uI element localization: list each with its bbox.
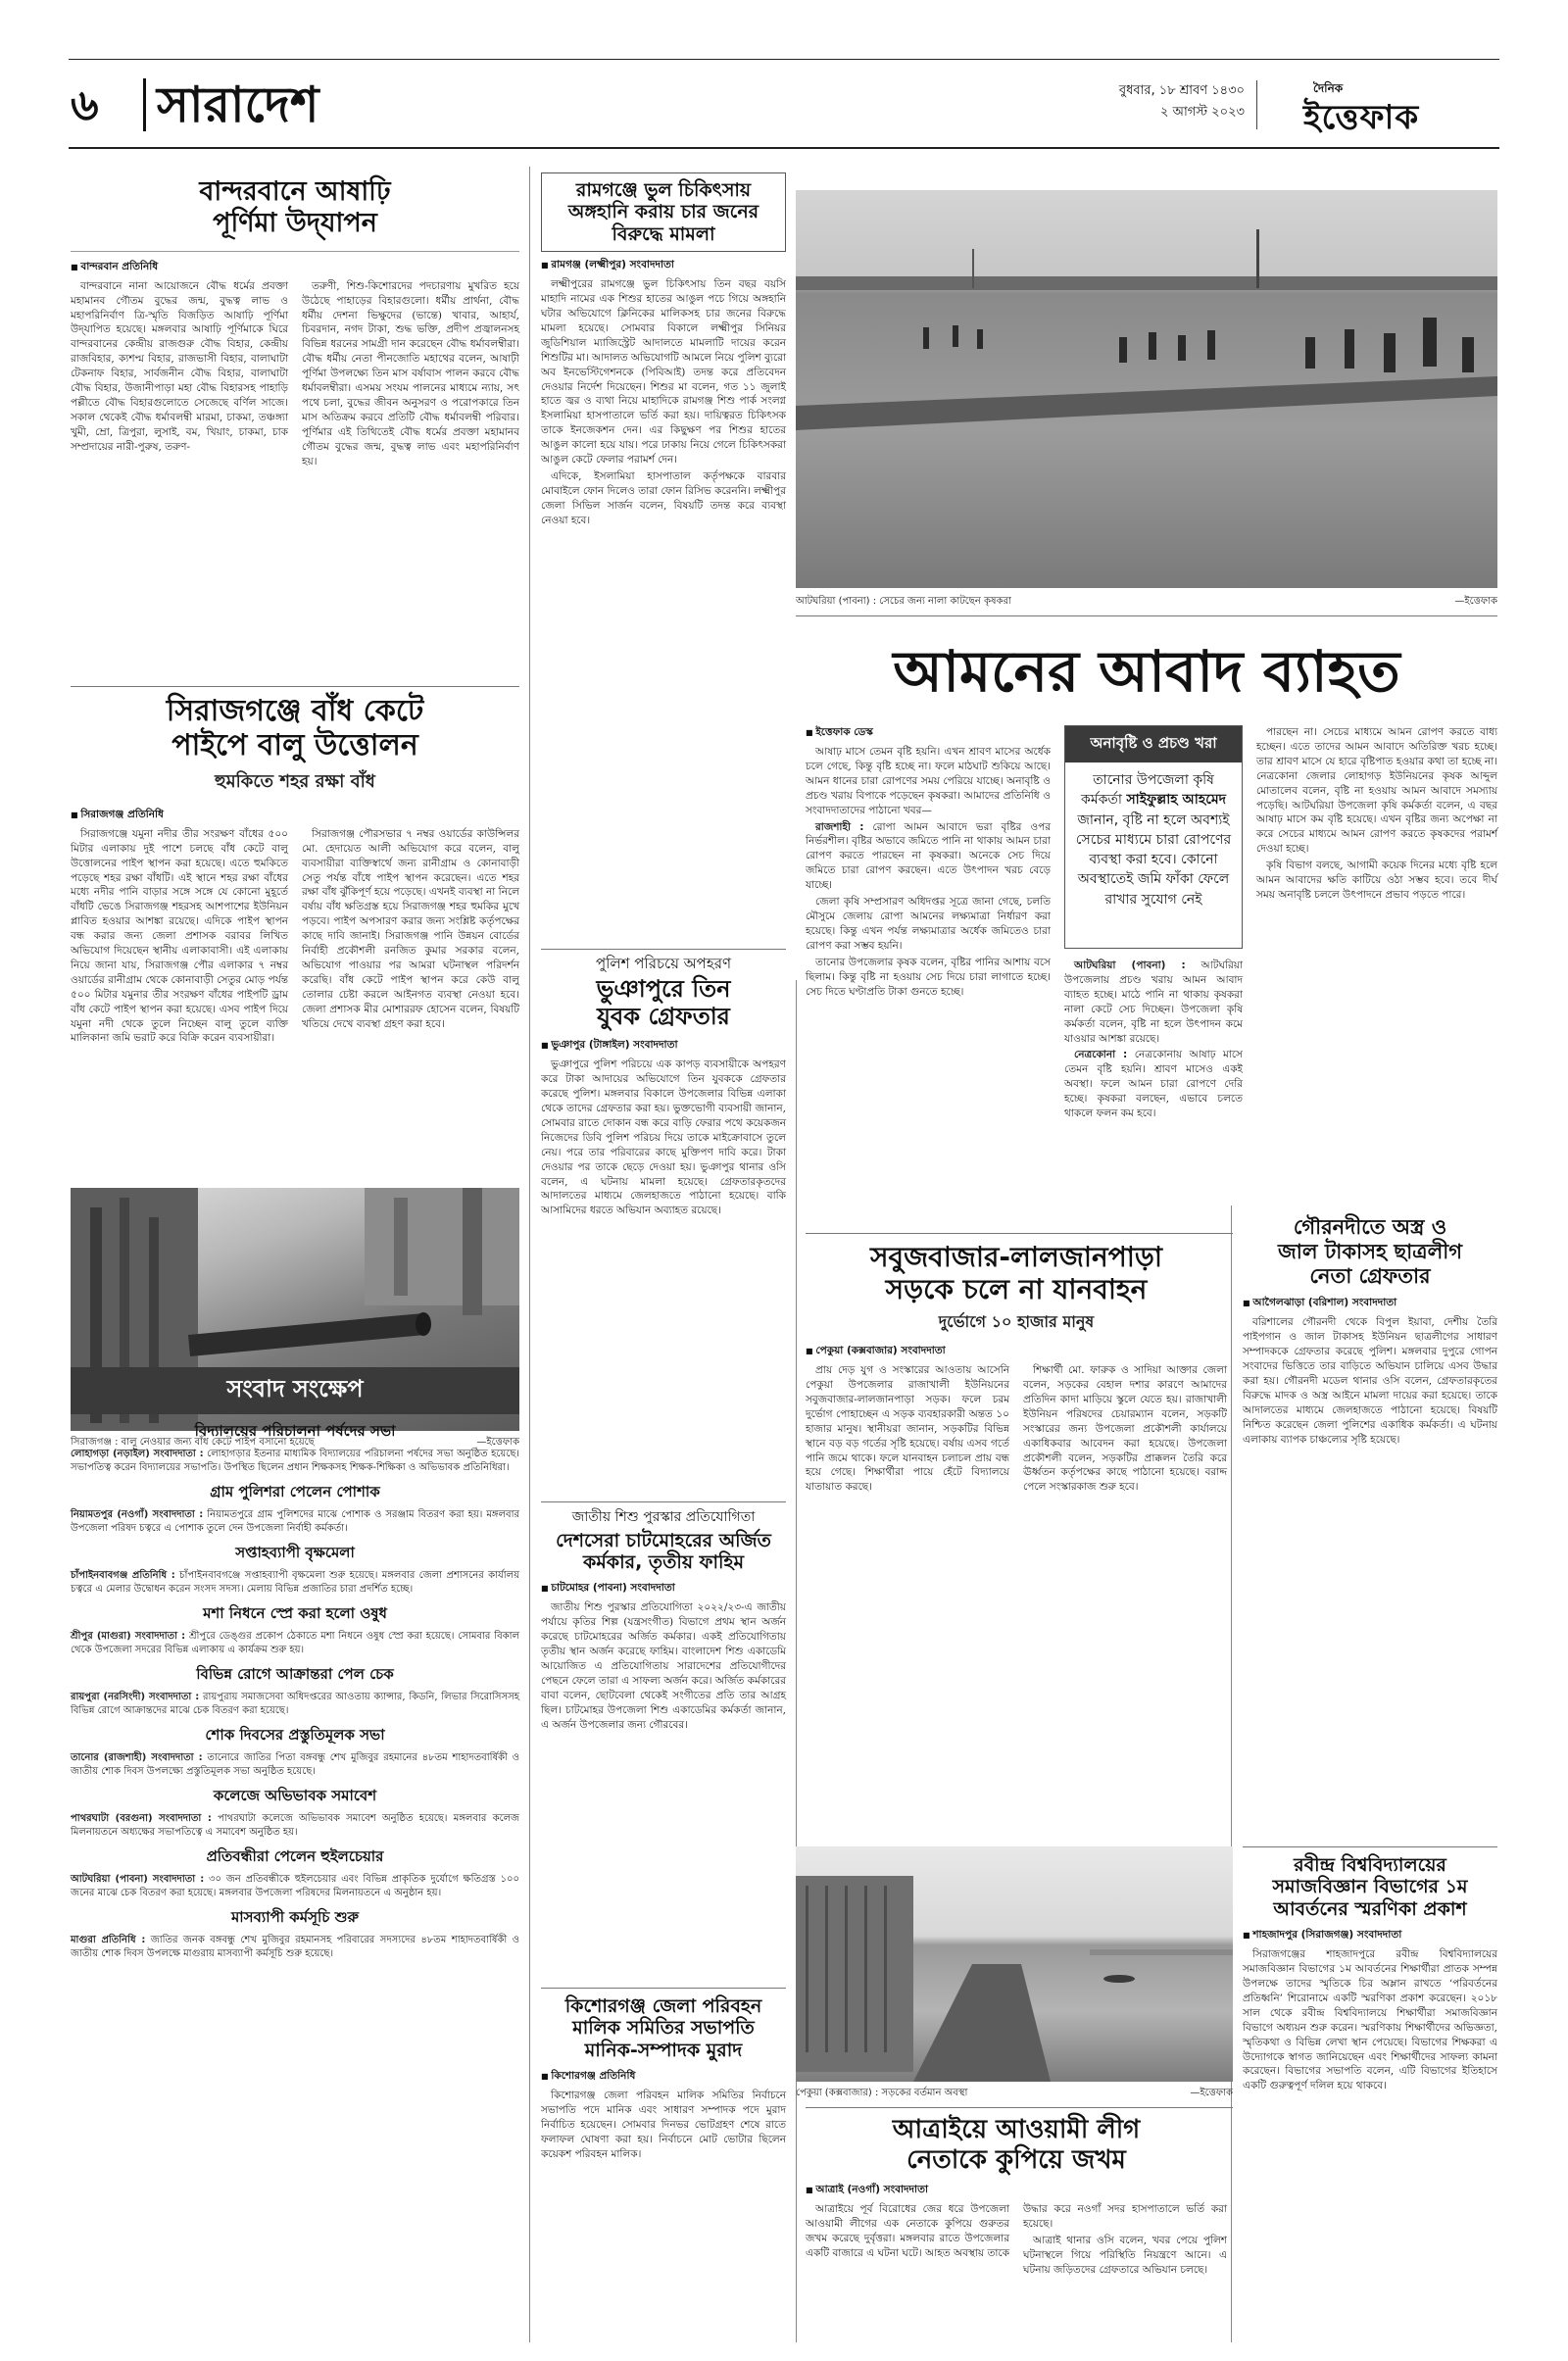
story-atrai [806,2115,1227,2342]
brief-item [71,1663,519,1718]
headline-line-1: রবীন্দ্র বিশ্ববিদ্যালয়ের [1294,1854,1446,1876]
date-bangla: বুধবার, ১৮ শ্রাবণ ১৪৩০ [1118,83,1245,98]
headline-line-2: পাইপে বালু উত্তোলন [172,728,418,763]
headline-line-3: নেতা গ্রেফতার [1309,1263,1431,1288]
brief-list [71,1420,519,1961]
brief-place: নিয়ামতপুর (নওগাঁ) সংবাদদাতা : [71,1509,204,1520]
brief-text: চাঁপাইনবাবগঞ্জে সপ্তাহব্যাপী বৃক্ষমেলা শুরু হয়েছে। মঙ্গলবার জেলা প্রশাসনের কার্যালয় চত্বরে এ মেলার উদ্বোধন করেন সংসদ সদস্য। মেলায় বিভিন্ন প্রজাতির চারা প্রদর্শিত হচ্ছে। [71,1570,519,1595]
byline: ■ রামগঞ্জ (লক্ষ্মীপুর) সংবাদদাতা [541,258,786,274]
lead-intro: আষাঢ় মাসে তেমন বৃষ্টি হয়নি। এখন শ্রাবণ মাসের অর্ধেক চলে গেছে, কিন্তু বৃষ্টি হচ্ছে না। ফলে মাঠঘাট শুকিয়ে আছে। আমন ধানের চারা রোপণের সময় পেরিয়ে যাচ্ছে। অনাবৃষ্টি ও প্রচণ্ড খরায় বিপাকে পড়েছেন কৃষকরা। আমাদের প্রতিনিধি ও সংবাদদাতাদের পাঠানো খবর— [806,746,1051,816]
headline-line-1: বান্দরবানে আষাঢ়ি [199,176,391,207]
headline-line-1: আত্রাইয়ে আওয়ামী লীগ [892,2115,1141,2144]
pull-quote-post: জানান, বৃষ্টি না হলে অবশ্যই সেচের মাধ্যমে চারা রোপণের ব্যবস্থা করা হবে। কোনো অবস্থাতেই জমি ফাঁকা ফেলে রাখার সুযোগ নেই [1075,812,1232,908]
brief-place: রায়পুরা (নরসিংদী) সংবাদদাতা : [71,1692,200,1702]
brief-text: নিয়ামতপুরে গ্রাম পুলিশদের মাঝে পোশাক ও সরঞ্জাম বিতরণ করা হয়। মঙ্গলবার উপজেলা পরিষদ চত্বরে এ পোশাক তুলে দেন উপজেলা নির্বাহী কর্মকর্তা। [71,1509,519,1534]
story-body [1064,959,1243,1121]
brief-title: গ্রাম পুলিশরা পেলেন পোশাক [210,1483,380,1500]
subhead: হুমকিতে শহর রক্ষা বাঁধ [215,770,375,792]
story-text-b: শিক্ষার্থী মো. ফারুক ও সাদিয়া আক্তার জেলা বলেন, সড়কের বেহাল দশার কারণে আমাদের প্রতিদিন কাদা মাড়িয়ে স্কুলে যেতে হয়। রাজাখালী ইউনিয়ন পরিষদের চেয়ারম্যান বলেন, সড়কটি সংস্কারের জন্য উপজেলা প্রকৌশলী কার্যালয়ে একাধিকবার আবেদন করা হয়েছে। উপজেলা প্রকৌশলী বলেন, সড়কটির প্রাক্কলন তৈরি করে ঊর্ধ্বতন কর্তৃপক্ষের কাছে পাঠানো হয়েছে। বরাদ্দ পেলে সংস্কারকাজ শুরু হবে। [1023,1364,1227,1494]
byline: ■ আত্রাই (নওগাঁ) সংবাদদাতা [806,2183,1227,2199]
headline-line-1: কিশোরগঞ্জ জেলা পরিবহন [564,1995,762,2017]
brief-text: শ্রীপুরে ডেঙ্গুর প্রকোপ ঠেকাতে মশা নিধনে ওষুধ স্প্রে করা হয়েছে। সোমবার বিকাল থেকে উপজেলা সদরের বিভিন্ন এলাকায় এ কার্যক্রম শুরু হয়। [71,1631,520,1655]
story-body [541,277,786,527]
byline: ■ সিরাজগঞ্জ প্রতিনিধি [71,808,519,824]
story-text-a: প্রায় দেড় যুগ ও সংস্কারের আওতায় আসেনি পেকুয়া উপজেলার রাজাখালী ইউনিয়নের সবুজবাজার-লালজানপাড়া সড়ক। ফলে চরম দুর্ভোগ পোহাচ্ছেন এ সড়ক ব্যবহারকারী অন্তত ১০ হাজার মানুষ। স্থানীয়রা জানান, সড়কটির বিভিন্ন স্থানে বড় বড় গর্তের সৃষ্টি হয়েছে। বর্ষায় এসব গর্তে পানি জমে থাকে। ফলে যানবাহন চলাচল প্রায় বন্ধ হয়ে গেছে। শিক্ষার্থীরা পায়ে হেঁটে বিদ্যালয়ে যাতায়াত করছে। [806,1364,1009,1494]
briefs-header-label: সংবাদ সংক্ষেপ [226,1375,364,1402]
story-bhuapur [541,956,786,1500]
story-text-b: তরুণী, শিশু-কিশোরদের পদচারণায় মুখরিত হয়ে উঠেছে পাহাড়ের বিহারগুলো। ধর্মীয় প্রার্থনা, বৌদ্ধ ধর্মীয় দেশনা ভিক্ষুদের (ভান্তে) খাবার, আহার্য, চিবরদান, নগদ টাকা, শুদ্ধ ভক্তি, প্রদীপ প্রজ্বালনসহ বিভিন্ন ধরনের সামগ্রী দান করেছেন বৌদ্ধ ধর্মাবলম্বীরা। বৌদ্ধ ধর্মীয় নেতা পীনজোতি মহাথের বলেন, আষাঢ়ী পূর্ণিমা উপলক্ষ্যে তিন মাস বর্ষাবাস পালন করবে বৌদ্ধ ধর্মাবলম্বীরা। এসময় সংযম পালনের মাধ্যমে ন্যায়, সৎ পথে চলা, বুদ্ধের জীবন অনুসরণ ও পরোপকারে তিন মাস অতিক্রম করবে প্রতিটি বৌদ্ধ ধর্মাবলম্বী পরিবার। পূর্ণিমার এই তিথিতেই বৌদ্ধ ধর্মের প্রবক্তা মহামানব গৌতম বুদ্ধের জন্ম, বুদ্ধত্ব লাভ এবং মহাপরিনির্বাণ হয়। [302,279,519,467]
photo-caption: পেকুয়া (কক্সবাজার) : সড়কের বর্তমান অবস্থা [796,2088,968,2098]
brief-title: মাসব্যাপী কর্মসূচি শুরু [230,1908,360,1926]
photo-credit: —ইত্তেফাক [1454,596,1497,607]
story-chatmohar [541,1509,786,1985]
page-number: ৬ [71,80,99,130]
brief-item [71,1602,519,1657]
brief-place: চাঁপাইনবাবগঞ্জ প্রতিনিধি : [71,1570,175,1581]
brief-title: শোক দিবসের প্রস্তুতিমূলক সভা [205,1726,385,1744]
brief-place: লোহাগড়া (নড়াইল) সংবাদদাতা : [71,1449,204,1459]
brief-text: পাথরঘাটা কলেজে অভিভাবক সমাবেশ অনুষ্ঠিত হয়েছে। মঙ্গলবার কলেজ মিলনায়তনে অধ্যক্ষের সভাপতিত্বে এ সমাবেশ অনুষ্ঠিত হয়। [71,1813,519,1838]
headline-line-2: সমাজবিজ্ঞান বিভাগের ১ম [1272,1876,1468,1898]
headline-line-2: কর্মকার, তৃতীয় ফাহিম [582,1550,745,1573]
divider [806,2107,1233,2108]
story-text: সিরাজগঞ্জের শাহজাদপুরে রবীন্দ্র বিশ্ববিদ্যালয়ের সমাজবিজ্ঞান বিভাগের ১ম আবর্তনের শিক্ষার্থীরা প্রাতক সম্পন্ন উপলক্ষে তাদের স্মৃতিকে চির অম্লান রাখতে ‘পরিবর্তনের প্রতিধ্বনি’ শিরোনামে একটি স্মরণিকা প্রকাশ করেছেন। ২০১৮ সাল থেকে রবীন্দ্র বিশ্ববিদ্যালয়ে শিক্ষার্থীরা সমাজবিজ্ঞান বিভাগে অধ্যয়ন শুরু করেন। স্মরণিকায় শিক্ষার্থীদের অভিজ্ঞতা, স্মৃতিকথা ও বিভিন্ন লেখা স্থান পেয়েছে। বিভাগের শিক্ষকরা এ উদ্যোগকে স্বাগত জানিয়েছেন এবং শিক্ষার্থীদের সাফল্য কামনা করেছেন। বিভাগের সভাপতি বলেন, এটি বিভাগের ইতিহাসে একটি গুরুত্বপূর্ণ দলিল হয়ে থাকবে। [1243,1948,1497,2092]
byline: ■ ইত্তেফাক ডেস্ক [806,725,1051,742]
headline-line-1: দেশসেরা চাটমোহরের অর্জিত [556,1529,771,1551]
headline-line-1: রামগঞ্জে ভুল চিকিৎসায় [575,179,752,201]
headline-line-1: সবুজবাজার-লালজানপাড়া [870,1241,1162,1273]
story-text: জাতীয় শিশু পুরস্কার প্রতিযোগিতা ২০২২/২৩-এ জাতীয় পর্যায়ে কৃতির শিল্প (যন্ত্রসংগীত) বিভাগে প্রথম স্থান অর্জন করেছে চাটমোহরের অর্জিত কর্মকার। একই প্রতিযোগিতায় তৃতীয় স্থান অর্জন করেছে ফাহিম। বাংলাদেশ শিশু একাডেমি আয়োজিত এ প্রতিযোগিতায় সারাদেশের প্রতিযোগীদের পেছনে ফেলে তারা এ সাফল্য অর্জন করে। অর্জিত কর্মকারের বাবা বলেন, ছোটবেলা থেকেই সংগীতের প্রতি তার আগ্রহ ছিল। চাটমোহর উপজেলা শিশু একাডেমির কর্মকর্তা জানান, এ অর্জন উপজেলার জন্য গৌরবের। [541,1601,786,1731]
headline-rule [71,251,519,252]
headline-line-3: মানিক-সম্পাদক মুরাদ [584,2039,743,2061]
byline: ■ আগৈলঝাড়া (বরিশাল) সংবাদদাতা [1243,1296,1497,1312]
brief-title: সপ্তাহব্যাপী বৃক্ষমেলা [235,1544,355,1561]
byline: ■ পেকুয়া (কক্সবাজার) সংবাদদাতা [806,1344,1227,1360]
byline: ■ বান্দরবান প্রতিনিধি [71,260,519,276]
brief-item [71,1785,519,1840]
story-bandarban [71,169,519,688]
story-body [71,279,519,469]
headline-line-2: সড়কে চলে না যানবাহন [885,1273,1148,1306]
story-body [541,1600,786,1732]
column-rule-2 [796,980,797,2342]
lead-text-5: নেত্রকোনায় আষাঢ় মাসে তেমন বৃষ্টি হয়নি। শ্রাবণ মাসেও একই অবস্থা। ফলে আমন চারা রোপণে দেরি হচ্ছে। কৃষকরা বলছেন, এভাবে চলতে থাকলে ফলন কম হবে। [1064,1049,1243,1120]
headline-kicker: পুলিশ পরিচয়ে অপহরণ [595,955,732,972]
brief-item [71,1420,519,1475]
section-title: সারাদেশ [157,76,319,133]
banner-headline: আমনের আবাদ ব্যাহত [893,638,1400,705]
brief-text: ৩০ জন প্রতিবন্ধীকে হুইলচেয়ার এবং বিভিন্ন প্রাকৃতিক দুর্যোগে ক্ষতিগ্রস্ত ১০০ জনের মাঝে চেক বিতরণ করা হয়েছে। মঙ্গলবার উপজেলা পরিষদের মিলনায়তনে এ অনুষ্ঠান হয়। [71,1874,519,1898]
divider [541,1501,786,1502]
place-label: আটঘরিয়া (পাবনা) : [1074,959,1186,971]
brief-text: তানোরে জাতির পিতা বঙ্গবন্ধু শেখ মুজিবুর রহমানের ৪৮তম শাহাদতবার্ষিকী ও জাতীয় শোক দিবস উপলক্ষ্যে প্রস্তুতিমূলক সভা অনুষ্ঠিত হয়েছে। [71,1752,519,1777]
story-text-b: সিরাজগঞ্জ পৌরসভার ৭ নম্বর ওয়ার্ডের কাউন্সিলর মো. হেদায়েত আলী অভিযোগ করে বলেন, বালু ব্যবসায়ীরা ব্যক্তিস্বার্থে জন্য রানীগ্রাম ও কোনাবাড়ী সেতু পর্যন্ত বাঁধে পাইপ স্থাপন করেছেন। এতে শহর রক্ষা বাঁধ ঝুঁকিপূর্ণ হয়ে পড়েছে। এখনই ব্যবস্থা না নিলে বর্ষায় বাঁধ ক্ষতিগ্রস্ত হয়ে সিরাজগঞ্জ শহর হুমকির মুখে পড়বে। পাইপ অপসারণ করার জন্য সংশ্লিষ্ট কর্তৃপক্ষের কাছে দাবি জানাই। সিরাজগঞ্জ পানি উন্নয়ন বোর্ডের নির্বাহী প্রকৌশলী রনজিত কুমার সরকার বলেন, অভিযোগ পাওয়ার পর আমরা ঘটনাস্থল পরিদর্শন করেছি। বাঁধ কেটে পাইপ স্থাপন করে কেউ বালু তোলার চেষ্টা করলে আইনগত ব্যবস্থা নেওয়া হবে। জেলা প্রশাসক মীর মোশাররফ হোসেন বলেন, বিষয়টি খতিয়ে দেখে ব্যবস্থা গ্রহণ করা হবে। [302,827,519,1030]
paper-name-small: দৈনিক [1313,81,1344,95]
brief-item [71,1845,519,1900]
paper-logo [1274,74,1499,137]
story-body [541,1058,786,1218]
brief-title: কলেজে অভিভাবক সমাবেশ [213,1787,377,1804]
brief-item [71,1906,519,1961]
brief-place: মাগুরা প্রতিনিধি : [71,1935,146,1945]
story-body [806,2202,1227,2278]
divider [71,686,519,687]
headline-line-1: ভুঞাপুরে তিন [596,974,731,1003]
headline-line-3: বিরুদ্ধে মামলা [612,222,715,245]
photo-credit: —ইত্তেফাক [476,1436,519,1448]
divider [541,1988,786,1989]
story-kishoreganj [541,1995,786,2342]
masthead-divider-2 [1256,80,1257,129]
lead-text-4: আটঘরিয়া উপজেলায় প্রচণ্ড খরায় আমন আবাদ ব্যাহত হচ্ছে। মাঠে পানি না থাকায় কৃষকরা নালা কেটে সেচ দিচ্ছেন। উপজেলা কৃষি কর্মকর্তা বলেন, বৃষ্টি না হলে উৎপাদন কমে যাওয়ার আশঙ্কা রয়েছে। [1064,959,1243,1045]
story-text: ভুঞাপুরে পুলিশ পরিচয়ে এক কাপড় ব্যবসায়ীকে অপহরণ করে টাকা আদায়ের অভিযোগে তিন যুবককে গ্রেফতার করেছে পুলিশ। মঙ্গলবার বিকালে উপজেলার বিভিন্ন এলাকা থেকে তাদের গ্রেফতার করা হয়। ভুক্তভোগী ব্যবসায়ী জানান, সোমবার রাতে দোকান বন্ধ করে বাড়ি ফেরার পথে কয়েকজন নিজেদের ডিবি পুলিশ পরিচয় দিয়ে তাকে মাইক্রোবাসে তুলে নেয়। পরে তার পরিবারের কাছে মুক্তিপণ দাবি করে। টাকা দেওয়ার পর তাকে ছেড়ে দেওয়া হয়। ভুঞাপুর থানার ওসি বলেন, এ ঘটনায় মামলা হয়েছে। গ্রেফতারকৃতদের আদালতের মাধ্যমে জেলহাজতে পাঠানো হয়েছে। বাকি আসামিদের ধরতে অভিযান অব্যাহত রয়েছে। [541,1058,786,1217]
story-body [806,1363,1227,1497]
pull-quote-title: অনাবৃষ্টি ও প্রচণ্ড খরা [1065,726,1242,762]
brief-place: শ্রীপুর (মাগুরা) সংবাদদাতা : [71,1631,186,1642]
story-text-a: বান্দরবানে নানা আয়োজনে বৌদ্ধ ধর্মের প্রবক্তা মহামানব গৌতম বুদ্ধের জন্ম, বুদ্ধত্ব লাভ ও মহাপরিনির্বাণ ত্রি-স্মৃতি বিজড়িত আষাঢ়ি পূর্ণিমা উদ্‌যাপিত হয়েছে। মঙ্গলবার আষাঢ়ি পূর্ণিমাকে ঘিরে বান্দরবানের কেন্দ্রীয় রাজগুরু বৌদ্ধ বিহার, কেন্দ্রীয় রাজবিহার, ক্যশপ্ম বিহার, রাজভাসী বিহার, বালাঘাটা টেকনাফ বিহার, সার্বজনীন বৌদ্ধ বিহার, বালাঘাটা বৌদ্ধ বিহার, উজানীপাড়া মহা বৌদ্ধ বিহারসহ পাহাড়ি পল্লীতে বৌদ্ধ বিহারগুলোতে সেজেছে বর্ণিল সাজে। সকাল থেকেই বৌদ্ধ ধর্মাবলম্বী মারমা, চাকমা, তঞ্চঙ্গ্যা খুমী, ম্রো, ত্রিপুরা, লুসাই, বম, খিয়াং, চাকমা, চাক সম্প্রদায়ের নারী-পুরুষ, তরুণ- [71,279,288,453]
place-label: রাজশাহী : [815,820,864,833]
headline-kicker: জাতীয় শিশু পুরস্কার প্রতিযোগিতা [571,1509,756,1525]
brief-text: জাতির জনক বঙ্গবন্ধু শেখ মুজিবুর রহমানসহ পরিবারের সদস্যদের ৪৮তম শাহাদতবার্ষিকী ও জাতীয় শোক দিবস উপলক্ষে মাগুরায় মাসব্যাপী কর্মসূচি শুরু হয়েছে। [71,1935,519,1959]
divider [541,949,786,950]
headline-box [541,172,786,252]
paper-name: ইত্তেফাক [1303,98,1420,137]
brief-text: লোহাগড়ার ইতনার মাধ্যমিক বিদ্যালয়ের পরিচালনা পর্ষদের সভা অনুষ্ঠিত হয়েছে। সভাপতিত্ব করেন বিদ্যালয়ের সভাপতি। উপস্থিত ছিলেন প্রধান শিক্ষকসহ শিক্ষক-শিক্ষিকা ও অভিভাবক প্রতিনিধিরা। [71,1449,519,1473]
lead-continuation: পারছেন না। সেচের মাধ্যমে আমন রোপণ করতে বাধ্য হচ্ছেন। এতে তাদের আমন আবাদে অতিরিক্ত খরচ হচ্ছে। তার শ্রাবণ মাসে যে হারে বৃষ্টিপাত হওয়ার কথা তা হচ্ছে না। নেত্রকোনা জেলার লোহাগড় ইউনিয়নের কৃষক আব্দুল মোতালেব বলেন, বৃষ্টি না হওয়ায় আমন আবাদে সমস্যায় পড়েছি। আটঘরিয়া উপজেলা কৃষি কর্মকর্তা বলেন, এ বছর আষাঢ় মাসে কম বৃষ্টি হয়েছে। এখন বৃষ্টির জন্য অপেক্ষা না করে সেচের মাধ্যমে আমন রোপণ করতে কৃষকদের পরামর্শ দেওয়া হচ্ছে। [1256,726,1497,856]
pull-quote-pre: তানোর উপজেলা কৃষি কর্মকর্তা [1081,772,1214,809]
story-rabindra [1243,1854,1497,2342]
farmers-field-photo [796,190,1497,588]
byline: ■ ভুঞাপুর (টাঙ্গাইল) সংবাদদাতা [541,1038,786,1055]
masthead-divider [143,78,146,131]
story-body [71,827,519,1180]
column-rule-3 [1231,1205,1232,2342]
brief-text: রায়পুরায় সমাজসেবা অধিদপ্তরের আওতায় ক্যান্সার, কিডনি, লিভার সিরোসিসসহ বিভিন্ন রোগে আক্রান্তদের মাঝে চেক বিতরণ করা হয়েছে। [71,1692,519,1716]
column-rule-1 [529,167,530,2342]
briefs-header [71,1367,519,1414]
masthead-bottom-rule [69,147,1499,149]
story-body [1243,1315,1497,1447]
lead-story-aman [806,725,1051,1227]
story-body [1243,1947,1497,2093]
brief-item [71,1542,519,1597]
brief-title: প্রতিবন্ধীরা পেলেন হুইলচেয়ার [206,1847,384,1865]
headline-line-1: গৌরনদীতে অস্ত্র ও [1293,1215,1447,1239]
story-text-b: আত্রাই থানার ওসি বলেন, খবর পেয়ে পুলিশ ঘটনাস্থলে গিয়ে পরিস্থিতি নিয়ন্ত্রণে আনে। এ ঘটনায় জড়িতদের গ্রেফতারে অভিযান চলছে। [1023,2235,1227,2276]
brief-item [71,1481,519,1536]
story-text-2: এদিকে, ইসলামিয়া হাসপাতাল কর্তৃপক্ষকে বারবার মোবাইলে ফোন দিলেও তারা ফোন রিসিভ করেননি। লক্ষ্মীপুর জেলা সিভিল সার্জন বলেন, বিষয়টি তদন্ত করে ব্যবস্থা নেওয়া হবে। [541,470,786,526]
headline-line-2: পূর্ণিমা উদ্‌যাপন [213,207,377,238]
lead-text-3: তানোর উপজেলার কৃষক বলেন, বৃষ্টির পানির আশায় বসে ছিলাম। কিন্তু বৃষ্টি না হওয়ায় সেচ দিয়ে চারা লাগাতে হচ্ছে। সেচ দিতে ঘণ্টাপ্রতি টাকা গুনতে হচ্ছে। [806,956,1051,998]
divider [1243,1846,1497,1847]
headline-line-3: আবর্তনের স্মরণিকা প্রকাশ [1273,1897,1467,1920]
masthead-date [1068,80,1245,129]
headline-line-2: নেতাকে কুপিয়ে জখম [906,2144,1126,2175]
field-illustration [796,190,1497,588]
brief-title: বিদ্যালয়ের পরিচালনা পর্ষদের সভা [194,1422,396,1440]
story-gouranadi [1243,1215,1497,1843]
headline-line-2: যুবক গ্রেফতার [597,1003,730,1030]
photo-caption: সিরাজগঞ্জ : বালু নেওয়ার জন্য বাঁধ কেটে পাইপ বসানো হয়েছে [71,1436,315,1448]
road-illustration [796,1846,1233,2082]
subhead: দুর্ভোগে ১০ হাজার মানুষ [938,1312,1095,1332]
divider [806,1233,1233,1234]
story-text: কিশোরগঞ্জ জেলা পরিবহন মালিক সমিতির নির্বাচনে সভাপতি পদে মানিক এবং সাধারণ সম্পাদক পদে মুরাদ নির্বাচিত হয়েছেন। সোমবার দিনভর ভোটগ্রহণ শেষে রাতে ফলাফল ঘোষণা করা হয়। নির্বাচনে মোট ভোটার ছিলেন কয়েকশ পরিবহন মালিক। [541,2090,786,2160]
lead-text-1: রোপা আমন আবাদে ভরা বৃষ্টির ওপর নির্ভরশীল। বৃষ্টির অভাবে জমিতে পানি না থাকায় আমন চারা রোপণ করতে পারছেন না কৃষকরা। অনেকে সেচ দিয়ে জমিতে চারা রোপণ করছেন। এতে উৎপাদন খরচ বেড়ে যাচ্ছে। [806,820,1051,892]
lead-text-2: জেলা কৃষি সম্প্রসারণ অধিদপ্তর সূত্রে জানা গেছে, চলতি মৌসুমে জেলায় রোপা আমনের লক্ষ্যমাত্রা নির্ধারণ করা হয়েছে। কিন্তু এখন পর্যন্ত লক্ষ্যমাত্রার অর্ধেক জমিতেও চারা রোপণ করা সম্ভব হয়নি। [806,896,1051,952]
place-label: নেত্রকোনা : [1074,1049,1128,1061]
story-text: বরিশালের গৌরনদী থেকে বিপুল ইয়াবা, দেশীয় তৈরি পাইপগান ও জাল টাকাসহ ইউনিয়ন ছাত্রলীগের সাধারণ সম্পাদককে গ্রেফতার করেছে পুলিশ। মঙ্গলবার দুপুরে গোপন সংবাদের ভিত্তিতে তার বাড়িতে অভিযান চালিয়ে এসব উদ্ধার করা হয়। গৌরনদী মডেল থানার ওসি বলেন, গ্রেফতারকৃতের বিরুদ্ধে মাদক ও অস্ত্র আইনে মামলা দায়ের করা হয়েছে। তাকে আদালতের মাধ্যমে জেলহাজতে পাঠানো হয়েছে। বিষয়টি নিশ্চিত করেছেন জেলা পুলিশের একাধিক কর্মকর্তা। এ ঘটনায় এলাকায় ব্যাপক চাঞ্চল্যের সৃষ্টি হয়েছে। [1243,1316,1497,1446]
lead-story-cont-a [1064,959,1243,1229]
lead-story-cont-b [1256,725,1497,1205]
headline-line-1: সিরাজগঞ্জে বাঁধ কেটে [166,694,424,728]
brief-place: তানোর (রাজশাহী) সংবাদদাতা : [71,1752,203,1763]
brief-place: পাথরঘাটা (বরগুনা) সংবাদদাতা : [71,1813,212,1824]
story-pekua-road [806,1241,1227,1839]
brief-title: মশা নিধনে স্প্রে করা হলো ওষুধ [203,1604,387,1622]
date-english: ২ আগস্ট ২০২৩ [1159,105,1245,120]
story-ramganj [541,172,786,947]
photo-credit: —ইত্তেফাক [1190,2088,1233,2098]
headline-line-2: মালিক সমিতির সভাপতি [572,2017,755,2040]
road-photo [796,1846,1233,2082]
story-body [1256,725,1497,903]
story-text-a: আত্রাইয়ে পূর্ব বিরোধের জের ধরে উপজেলা আওয়ামী লীগের এক নেতাকে কুপিয়ে গুরুতর জখম করেছে দুর্বৃত্তরা। মঙ্গলবার রাতে উপজেলার একটি বাজারে এ ঘটনা ঘটে। আহত অবস্থায় তাকে উদ্ধার করে নওগাঁ সদর হাসপাতালে ভর্তি করা হয়েছে। [806,2203,1227,2260]
byline: ■ শাহজাদপুর (সিরাজগঞ্জ) সংবাদদাতা [1243,1928,1497,1944]
story-text: লক্ষ্মীপুরের রামগঞ্জে ভুল চিকিৎসায় তিন বছর বয়সি মাহাদি নামের এক শিশুর হাতের আঙুল পচে গিয়ে অঙ্গহানি ঘটার অভিযোগে ক্লিনিকের মালিকসহ চার জনের বিরুদ্ধে মামলা হয়েছে। সোমবার বিকালে লক্ষ্মীপুর সিনিয়র জুডিশিয়াল ম্যাজিস্ট্রেট আদালতে মামলাটি দায়ের করেন শিশুটির মা। আদালত অভিযোগটি আমলে নিয়ে পুলিশ ব্যুরো অব ইনভেস্টিগেশনকে (পিবিআই) তদন্ত করে প্রতিবেদন দেওয়ার নির্দেশ দিয়েছেন। শিশুর মা বলেন, গত ১১ জুলাই হাতে জ্বর ও ব্যথা নিয়ে মাহাদিকে রামগঞ্জ শিশু পার্ক সংলগ্ন ইসলামিয়া হাসপাতালে ভর্তি করা হয়। দায়িত্বরত চিকিৎসক তাকে ইনজেকশন দেন। এর কিছুক্ষণ পর শিশুর হাতের আঙুল কালো হয়ে যায়। পরে ঢাকায় নিয়ে গেলে চিকিৎসকরা আঙুল কেটে ফেলার পরামর্শ দেন। [541,278,786,467]
story-body [541,2089,786,2162]
byline: ■ কিশোরগঞ্জ প্রতিনিধি [541,2069,786,2086]
top-rule [69,59,1499,60]
story-text-a: সিরাজগঞ্জে যমুনা নদীর তীর সংরক্ষণ বাঁধের ৫০০ মিটার এলাকায় দুই পাশে চলছে বাঁধ কেটে বালু উত্তোলনের পাইপ স্থাপন করা হয়েছে। এতে হুমকিতে পড়েছে শহর রক্ষা বাঁধটি। এই স্থানে শহর রক্ষা বাঁধের মধ্যে নদীর পানি বাড়ার সঙ্গে সঙ্গে যে কোনো মুহূর্তে বাঁধটি ভেঙে সিরাজগঞ্জ শহরসহ আশপাশের ইউনিয়ন প্লাবিত হওয়ার আশঙ্কা রয়েছে। এদিকে পাইপ স্থাপন বন্ধ করার জন্য জেলা প্রশাসক বরাবর লিখিত অভিযোগ দিয়েছেন স্থানীয় এলাকাবাসী। এই এলাকায় নিয়ে জানা যায়, সিরাজগঞ্জ পৌর এলাকার ৭ নম্বর ওয়ার্ডের রানীগ্রাম থেকে কোনাবাড়ী সেতুর মোড় পর্যন্ত ৫০০ মিটার যমুনার তীর সংরক্ষণ বাঁধের পাইপটি ড্রাম বাঁধ কেটে পাইপ স্থাপন করা হয়েছে। এসব পাইপ দিয়ে যমুনা নদী থেকে তুলে নিচ্ছেন বালু তুলে ব্যক্তি মালিকানা জমি ভরাট করে বিক্রি করেন ব্যবসায়ীরা। [71,827,288,1045]
pull-quote [1064,725,1243,949]
divider [796,615,1497,616]
pull-quote-text [1073,770,1234,910]
brief-item [71,1724,519,1779]
photo-caption: আটঘরিয়া (পাবনা) : সেচের জন্য নালা কাটছেন কৃষকরা [796,596,1011,607]
lead-continuation-2: কৃষি বিভাগ বলছে, আগামী কয়েক দিনের মধ্যে বৃষ্টি হলে আমন আবাদের ক্ষতি কাটিয়ে ওঠা সম্ভব হবে। তবে দীর্ঘ সময় অনাবৃষ্টি চললে উৎপাদনে প্রভাব পড়তে পারে। [1256,860,1497,901]
headline-line-2: অঙ্গহানি করায় চার জনের [567,201,760,223]
news-briefs [71,1367,519,2342]
brief-title: বিভিন্ন রোগে আক্রান্তরা পেল চেক [196,1665,394,1683]
byline: ■ চাটমোহর (পাবনা) সংবাদদাতা [541,1581,786,1598]
brief-place: আটঘরিয়া (পাবনা) সংবাদদাতা : [71,1874,205,1885]
pull-quote-name: সাইফুল্লাহ আহমেদ [1126,792,1226,809]
headline-line-2: জাল টাকাসহ ছাত্রলীগ [1277,1239,1463,1263]
story-body [806,745,1051,999]
